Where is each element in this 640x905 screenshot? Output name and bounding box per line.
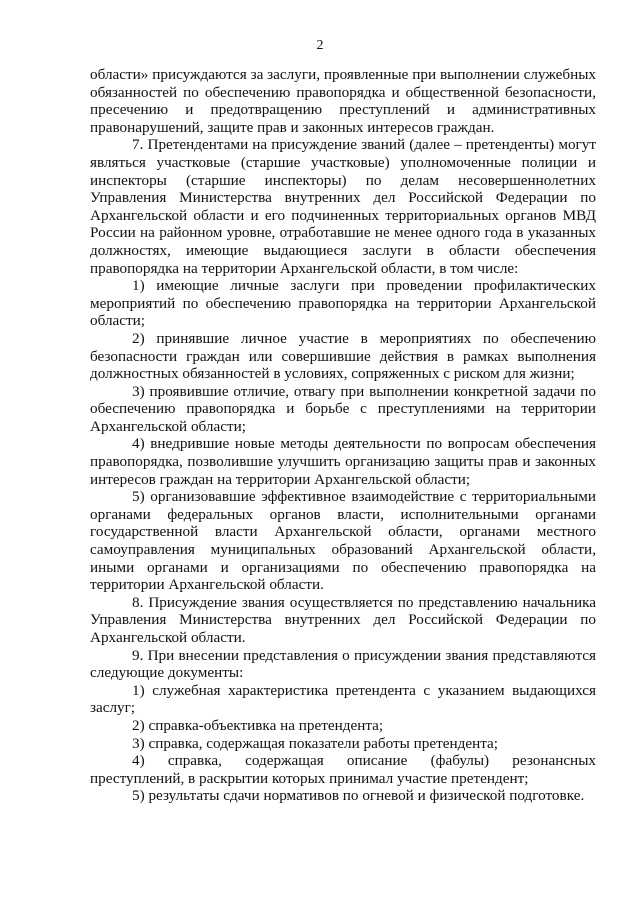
paragraph-item-9-4: 4) справка, содержащая описание (фабулы) резонансных преступлений, в раскрытии которых принимал участие претендент; [90, 752, 596, 787]
page-number: 2 [316, 38, 324, 53]
paragraph-item-9-3: 3) справка, содержащая показатели работы претендента; [132, 734, 498, 752]
paragraph-item-7-4: 4) внедрившие новые методы деятельности по вопросам обеспечения правопорядка, позволившие улучшить организацию защиты прав и законных интересов граждан на территории Архангельской области; [90, 435, 596, 488]
paragraph-item-7-2: 2) принявшие личное участие в мероприятиях по обеспечению безопасности граждан или совершившие действия в рамках выполнения должностных обязанностей в условиях, сопряженных с риском для жизни; [90, 329, 596, 383]
paragraph-continuation: области» присуждаются за заслуги, проявленные при выполнении служебных обязанностей по обеспечению правопорядка и общественной безопасности, пресечению и предотвращению преступлений и административных правонарушений, защите прав и законных интересов граждан. [90, 66, 596, 136]
document-body [90, 66, 596, 805]
paragraph-item-7-3: 3) проявившие отличие, отвагу при выполнении конкретной задачи по обеспечению правопорядка и борьбе с преступлениями на территории Архангельской области; [90, 382, 596, 435]
paragraph-item-7-5: 5) организовавшие эффективное взаимодействие с территориальными органами федеральных органов власти, исполнительными органами государственной власти Архангельской области, органами местного самоуправления муниципальных образований Архангельской области, иными органами и организациями по обеспечению правопорядка на территории Архангельской области. [90, 488, 596, 594]
paragraph-item-9-5: 5) результаты сдачи нормативов по огневой и физической подготовке. [132, 787, 585, 805]
paragraph-item-7-1: 1) имеющие личные заслуги при проведении профилактических мероприятий по обеспечению правопорядка на территории Архангельской области; [90, 277, 596, 330]
paragraph-item-9: 9. При внесении представления о присуждении звания представляются следующие документы: [90, 646, 596, 682]
paragraph-item-7: 7. Претендентами на присуждение званий (далее – претенденты) могут являться участковые (старшие участковые) уполномоченные полиции и инспекторы (старшие инспекторы) по делам несовершеннолетних Управления Министерства внутренних дел Российской Федерации по Архангельской области и его подчиненных территориальных органов МВД России на районном уровне, отработавшие не менее одного года в указанных должностях, имеющие выдающиеся заслуги в области обеспечения правопорядка на территории Архангельской области, в том числе: [90, 136, 596, 277]
paragraph-item-9-1: 1) служебная характеристика претендента с указанием выдающихся заслуг; [90, 681, 596, 717]
paragraph-item-9-2: 2) справка-объективка на претендента; [132, 716, 384, 734]
paragraph-item-8: 8. Присуждение звания осуществляется по представлению начальника Управления Министерства внутренних дел Российской Федерации по Архангельской области. [90, 593, 596, 646]
